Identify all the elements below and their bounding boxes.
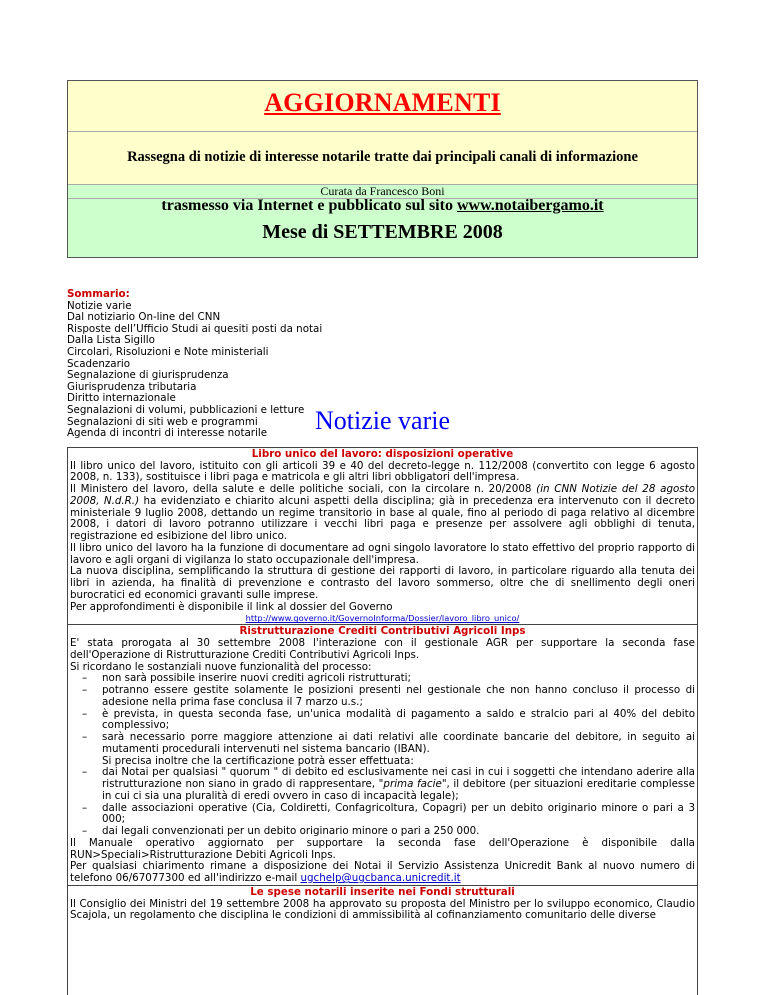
header-title-band — [68, 81, 697, 132]
list-item: – dai legali convenzionati per un debito originario minore o pari a 250 000. — [68, 826, 695, 838]
transmitted-prefix: trasmesso via Internet e pubblicato sul sito — [161, 197, 457, 214]
toc-item[interactable]: Giurisprudenza tributaria — [67, 380, 197, 393]
toc-item[interactable]: Segnalazioni di siti web e programmi — [67, 415, 258, 428]
header-subtitle-band — [68, 132, 697, 185]
list-item: – è prevista, in questa seconda fase, un'unica modalità di pagamento a saldo e stralcio pari al 40% del debito complessivo; — [68, 709, 695, 733]
text-run: Il Ministero del lavoro, della salute e delle politiche sociali, con la circolare n. 20/2008 — [70, 483, 537, 496]
toc-item[interactable]: Scadenzario — [67, 357, 131, 370]
italic-term: prima facie — [383, 778, 442, 791]
text-run: dai Notai per qualsiasi " quorum " di debito ed esclusivamente nei casi in cui i soggetti che intendano aderire alla ristrutturazione non siano in grado di rappresentare, " — [102, 766, 695, 791]
list-item: – non sarà possibile inserire nuovi crediti agricoli ristrutturati; — [68, 673, 695, 685]
article-paragraph: Si ricordano le sostanziali nuove funzionalità del processo: — [70, 660, 372, 673]
document-title: AGGIORNAMENTI — [264, 88, 501, 117]
toc-item[interactable]: Notizie varie — [67, 299, 132, 312]
article-title: Ristrutturazione Crediti Contributivi Agricoli Inps — [68, 624, 697, 638]
table-of-contents — [67, 289, 322, 440]
article-paragraph: Per approfondimenti è disponibile il link al dossier del Governo — [70, 600, 393, 613]
article-paragraph: Il Manuale operativo aggiornato per supportare la seconda fase dell'Operazione è disponibile dalla RUN>Speciali>Ristrutturazione Debiti Agricoli Inps. — [70, 836, 695, 861]
header-info-band — [68, 199, 697, 257]
text-run: Per qualsiasi chiarimento rimane a disposizione dei Notai il Servizio Assistenza Unicredit Bank al nuovo numero di telefono 06/67077300 ed all'indirizzo e-mail — [70, 860, 695, 885]
toc-item[interactable]: Segnalazioni di volumi, pubblicazioni e letture — [67, 403, 305, 416]
article-paragraph — [68, 861, 697, 885]
transmitted-line — [68, 197, 697, 215]
text-run: ", il debitore (per situazioni ereditarie complesse in cui ci sia una pluralità di eredi ovvero in caso di incapacità legale); — [102, 778, 695, 802]
articles-box — [67, 447, 698, 995]
document-subtitle: Rassegna di notizie di interesse notarile tratte dai principali canali di informazione — [127, 149, 638, 165]
article-paragraph — [68, 484, 697, 543]
document-header — [67, 80, 698, 258]
toc-item[interactable]: Dalla Lista Sigillo — [67, 334, 155, 347]
article-paragraph: Il libro unico del lavoro, istituito con gli articoli 39 e 40 del decreto-legge n. 112/2008 (convertito con legge 6 agosto 2008, n. 133), sostituisce i libri paga e matricola e gli altri libri obbligatori dell'impresa. — [70, 459, 695, 484]
site-link[interactable]: www.notaibergamo.it — [456, 197, 604, 214]
article-title: Libro unico del lavoro: disposizioni operative — [251, 448, 514, 460]
toc-item[interactable]: Segnalazione di giurisprudenza — [67, 369, 229, 382]
article-title: Le spese notarili inserite nei Fondi strutturali — [68, 885, 697, 899]
article-paragraph: Il libro unico del lavoro ha la funzione di documentare ad ogni singolo lavoratore lo stato effettivo del proprio rapporto di lavoro e agli organi di vigilanza lo stato occupazionale dell'impresa. — [70, 541, 695, 566]
curator-line: Curata da Francesco Boni — [320, 184, 445, 198]
toc-item[interactable]: Agenda di incontri di interesse notarile — [67, 427, 268, 440]
article-paragraph: E' stata prorogata al 30 settembre 2008 l'interazione con il gestionale AGR per supportare la seconda fase dell'Operazione di Ristrutturazione Crediti Contributivi Agricoli Inps. — [70, 637, 695, 661]
toc-item[interactable]: Diritto internazionale — [67, 392, 176, 405]
article-paragraph: La nuova disciplina, semplificando la struttura di gestione dei rapporti di lavoro, in particolare riguardo alla tenuta dei libri in azienda, ha finalità di prevenzione e contrasto del lavoro sommerso, oltre che di snellimento degli oneri burocratici ed economici gravanti sulle imprese. — [70, 565, 695, 601]
italic-note: (in CNN Notizie del 28 agosto 2008, N.d.R.) — [70, 483, 695, 507]
list-item: – potranno essere gestite solamente le posizioni presenti nel gestionale che non hanno concluso il processo di adesione nella prima fase conclusa il 7 marzo u.s.; — [68, 685, 695, 709]
email-link[interactable]: ugchelp@ugcbanca.unicredit.it — [300, 872, 461, 885]
list-item: – dalle associazioni operative (Cia, Coldiretti, Confagricoltura, Copagri) per un debito originario minore o pari a 3 000; — [68, 803, 695, 827]
bullet-list — [68, 767, 697, 838]
dossier-link[interactable]: http://www.governo.it/GovernoInforma/Dossier/lavoro_libro_unico/ — [245, 613, 520, 624]
section-title: Notizie varie — [315, 406, 450, 435]
text-run: ha evidenziato e chiarito alcuni aspetti della disciplina; già in precedenza era intervenuto con il decreto ministeriale 9 luglio 2008, dettando un regime transitorio in base al quale, fino al periodo di paga relativo al dicembre 2008, i datori di lavoro potranno utilizzare i vecchi libri paga e presenze per assolvere agli obblighi di tenuta, registrazione ed esibizione del libro unico. — [70, 494, 695, 543]
indented-note: Si precisa inoltre che la certificazione potrà esser effettuata: — [102, 754, 414, 767]
list-item: – sarà necessario porre maggiore attenzione ai dati relativi alle coordinate bancarie del debitore, in seguito ai mutamenti procedurali intervenuti nel sistema bancario (IBAN). — [68, 732, 695, 756]
toc-title: Sommario: — [67, 288, 130, 300]
list-item — [68, 767, 695, 802]
article-paragraph: Il Consiglio dei Ministri del 19 settembre 2008 ha approvato su proposta del Ministro per lo sviluppo economico, Claudio Scajola, un regolamento che disciplina le condizioni di ammissibilità al cofinanziamento comunitario delle diverse — [70, 897, 695, 922]
bullet-list — [68, 673, 697, 755]
toc-item[interactable]: Dal notiziario On-line del CNN — [67, 311, 221, 324]
month-heading: Mese di SETTEMBRE 2008 — [262, 221, 503, 243]
toc-item[interactable]: Risposte dell’Ufficio Studi ai quesiti posti da notai — [67, 322, 323, 335]
toc-item[interactable]: Circolari, Risoluzioni e Note ministeriali — [67, 345, 269, 358]
